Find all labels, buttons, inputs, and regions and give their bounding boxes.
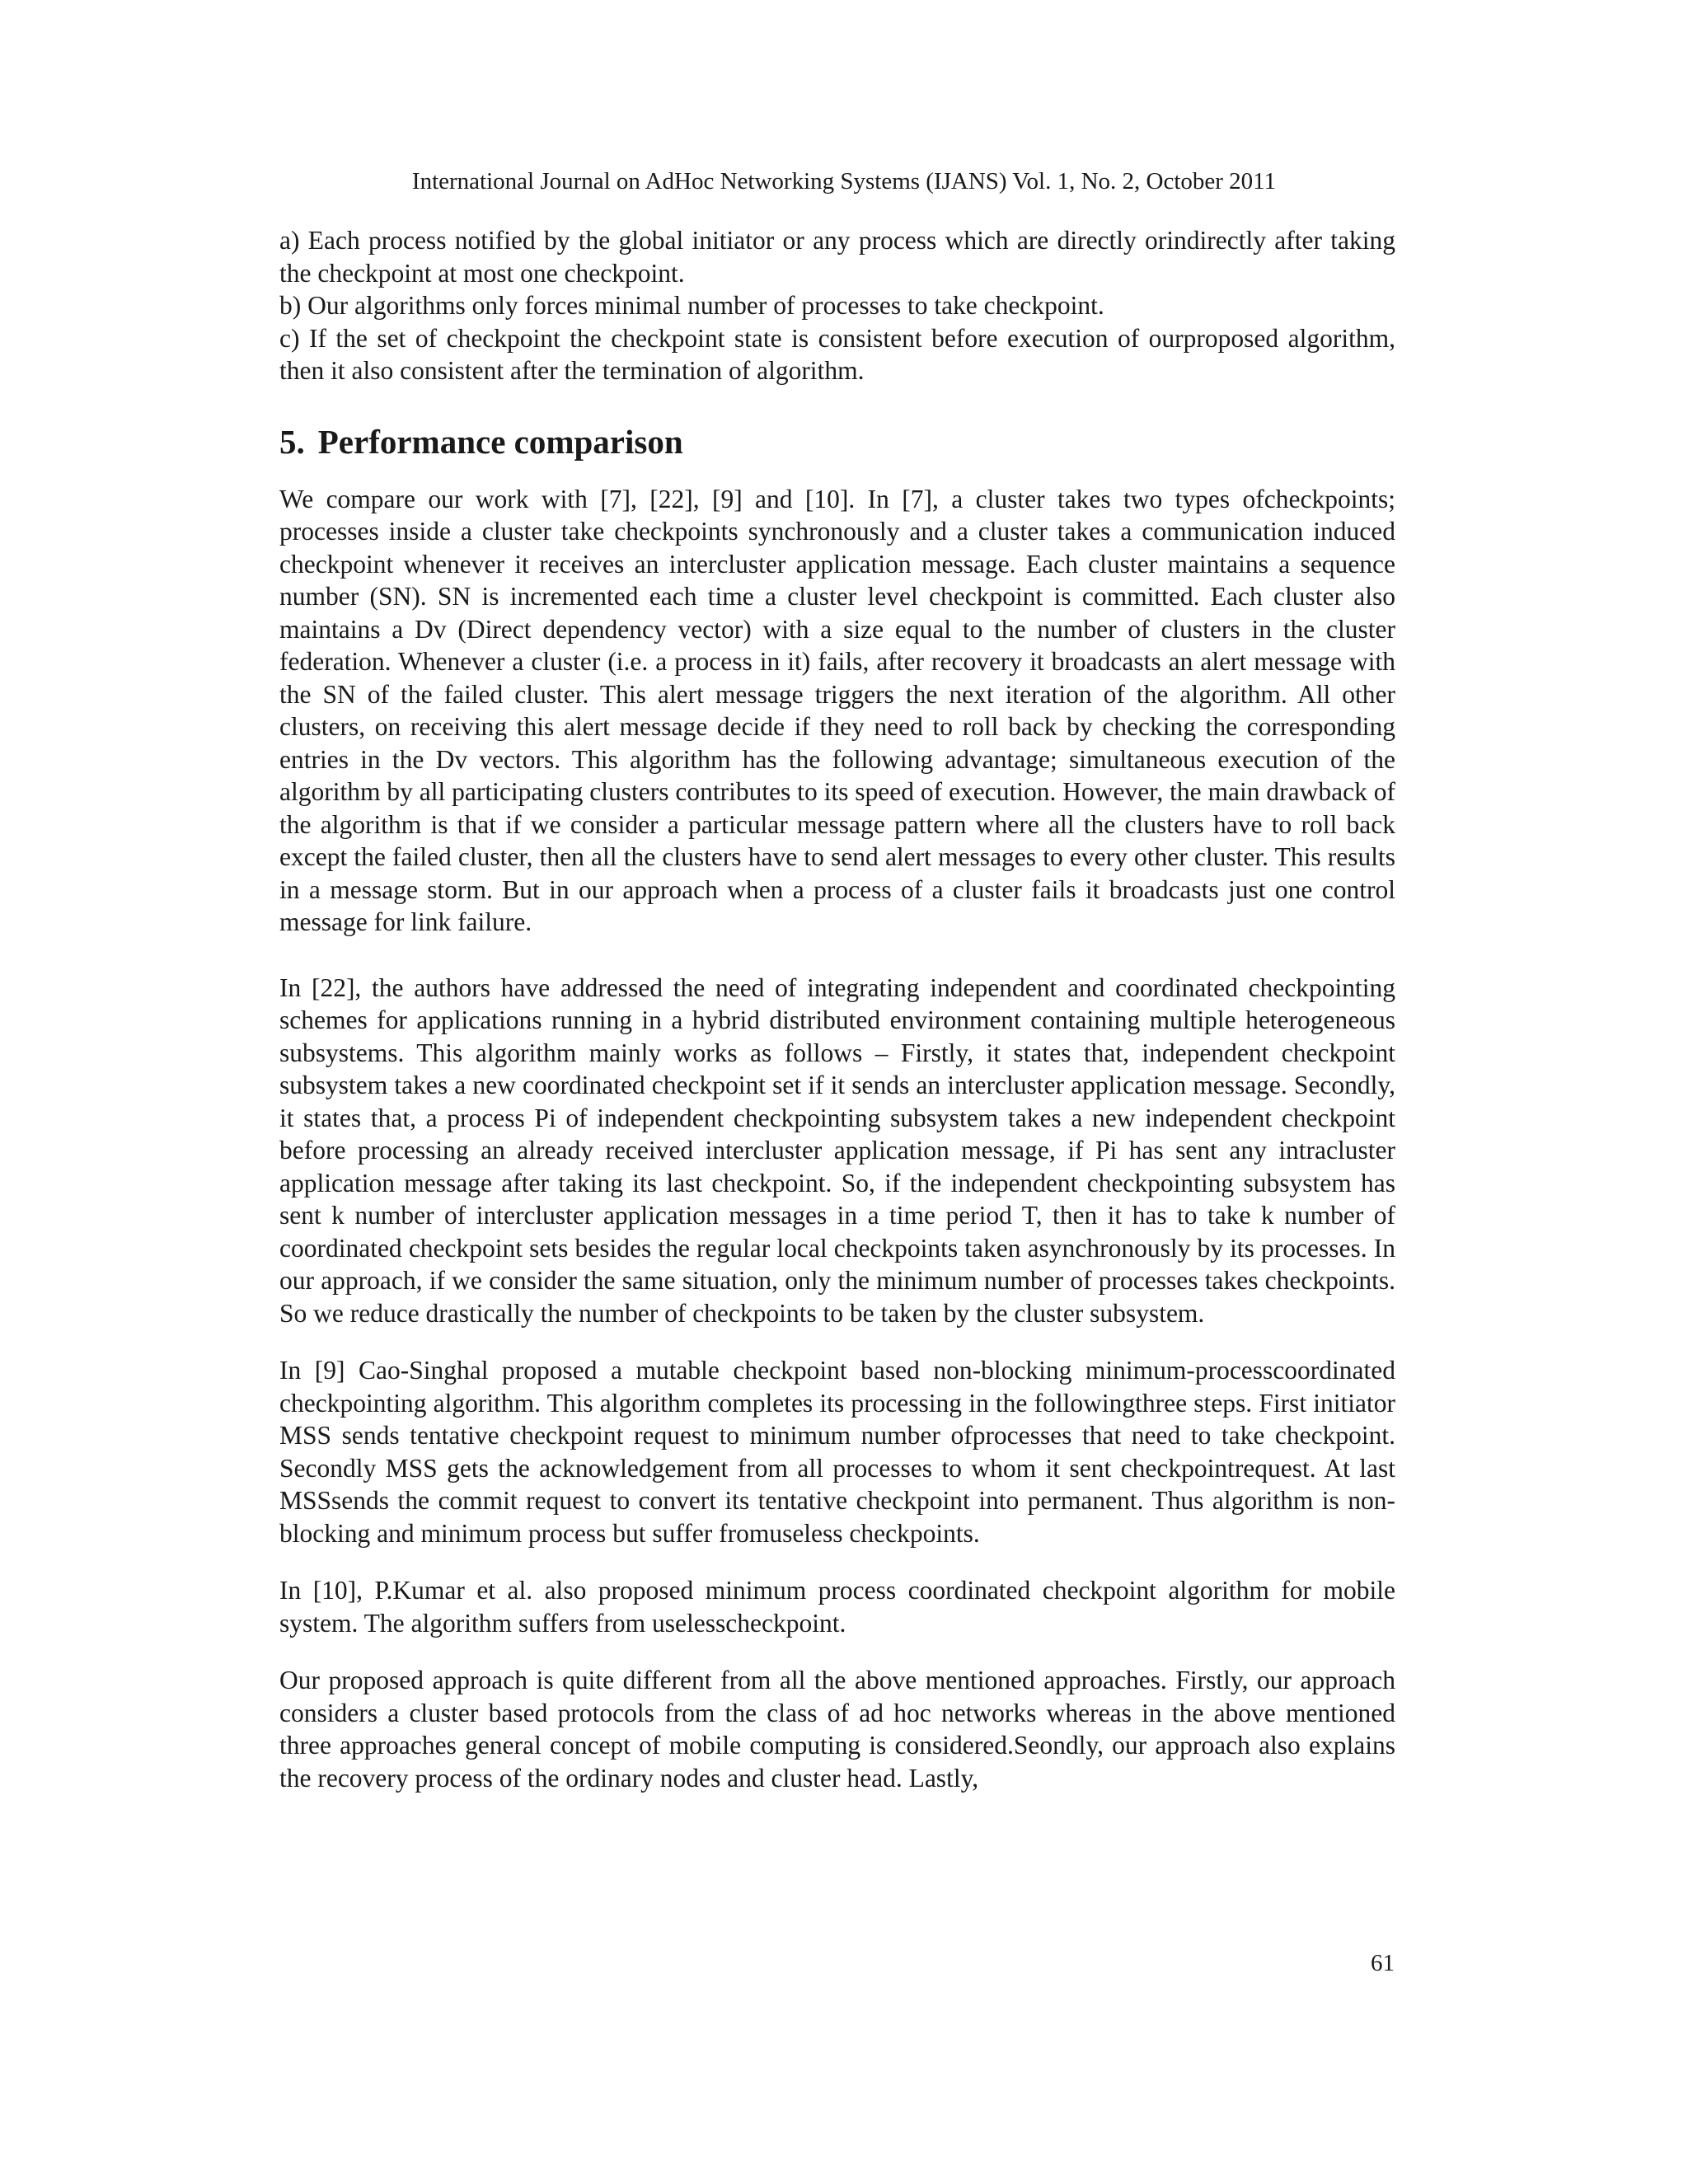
paragraph-comparison-7: We compare our work with [7], [22], [9] and [10]. In [7], a cluster takes two types ofcheckpoints; processes inside a cluster take checkpoints synchronously and a cluster takes a communication induced checkpoint whenever it receives an intercluster application message. Each cluster maintains a sequence number (SN). SN is incremented each time a cluster level checkpoint is committed. Each cluster also maintains a Dv (Direct dependency vector) with a size equal to the number of clusters in the cluster federation. Whenever a cluster (i.e. a process in it) fails, after recovery it broadcasts an alert message with the SN of the failed cluster. This alert message triggers the next iteration of the algorithm. All other clusters, on receiving this alert message decide if they need to roll back by checking the corresponding entries in the Dv vectors. This algorithm has the following advantage; simultaneous execution of the algorithm by all participating clusters contributes to its speed of execution. However, the main drawback of the algorithm is that if we consider a particular message pattern where all the clusters have to roll back except the failed cluster, then all the clusters have to send alert messages to every other cluster. This results in a message storm. But in our approach when a process of a cluster fails it broadcasts just one control message for link failure. [279, 484, 1395, 936]
list-item-a: a) Each process notified by the global initiator or any process which are directly orindirectly after taking the checkpoint at most one checkpoint. [279, 226, 1395, 288]
list-item-c: c) If the set of checkpoint the checkpoint state is consistent before execution of ourproposed algorithm, then it also consistent after the termination of algorithm. [279, 323, 1395, 385]
page-number: 61 [1371, 1950, 1395, 1976]
page-content [279, 224, 1395, 1794]
paragraph-comparison-10: In [10], P.Kumar et al. also proposed minimum process coordinated checkpoint algorithm for mobile system. The algorithm suffers from uselesscheckpoint. [279, 1576, 1395, 1638]
property-list [279, 224, 1395, 387]
paragraph-our-approach: Our proposed approach is quite different from all the above mentioned approaches. Firstly, our approach considers a cluster based protocols from the class of ad hoc networks whereas in the above mentioned three approaches general concept of mobile computing is considered.Seondly, our approach also explains the recovery process of the ordinary nodes and cluster head. Lastly, [279, 1666, 1395, 1793]
running-header: International Journal on AdHoc Networking Systems (IJANS) Vol. 1, No. 2, October 2011 [411, 168, 1277, 194]
list-item-b: b) Our algorithms only forces minimal number of processes to take checkpoint. [279, 291, 1104, 320]
section-title: Performance comparison [317, 422, 683, 461]
section-heading [279, 422, 1395, 462]
section-number: 5. [279, 422, 305, 461]
paragraph-comparison-22: In [22], the authors have addressed the need of integrating independent and coordinated checkpointing schemes for applications running in a hybrid distributed environment containing multiple heterogeneous subsystems. This algorithm mainly works as follows – Firstly, it states that, independent checkpoint subsystem takes a new coordinated checkpoint set if it sends an intercluster application message. Secondly, it states that, a process Pi of independent checkpointing subsystem takes a new independent checkpoint before processing an already received intercluster application message, if Pi has sent any intracluster application message after taking its last checkpoint. So, if the independent checkpointing subsystem has sent k number of intercluster application messages in a time period T, then it has to take k number of coordinated checkpoint sets besides the regular local checkpoints taken asynchronously by its processes. In our approach, if we consider the same situation, only the minimum number of processes takes checkpoints. So we reduce drastically the number of checkpoints to be taken by the cluster subsystem. [279, 972, 1395, 1328]
paragraph-comparison-9: In [9] Cao-Singhal proposed a mutable checkpoint based non-blocking minimum-processcoordinated checkpointing algorithm. This algorithm completes its processing in the followingthree steps. First initiator MSS sends tentative checkpoint request to minimum number ofprocesses that need to take checkpoint. Secondly MSS gets the acknowledgement from all processes to whom it sent checkpointrequest. At last MSSsends the commit request to convert its tentative checkpoint into permanent. Thus algorithm is non-blocking and minimum process but suffer fromuseless checkpoints. [279, 1356, 1395, 1548]
